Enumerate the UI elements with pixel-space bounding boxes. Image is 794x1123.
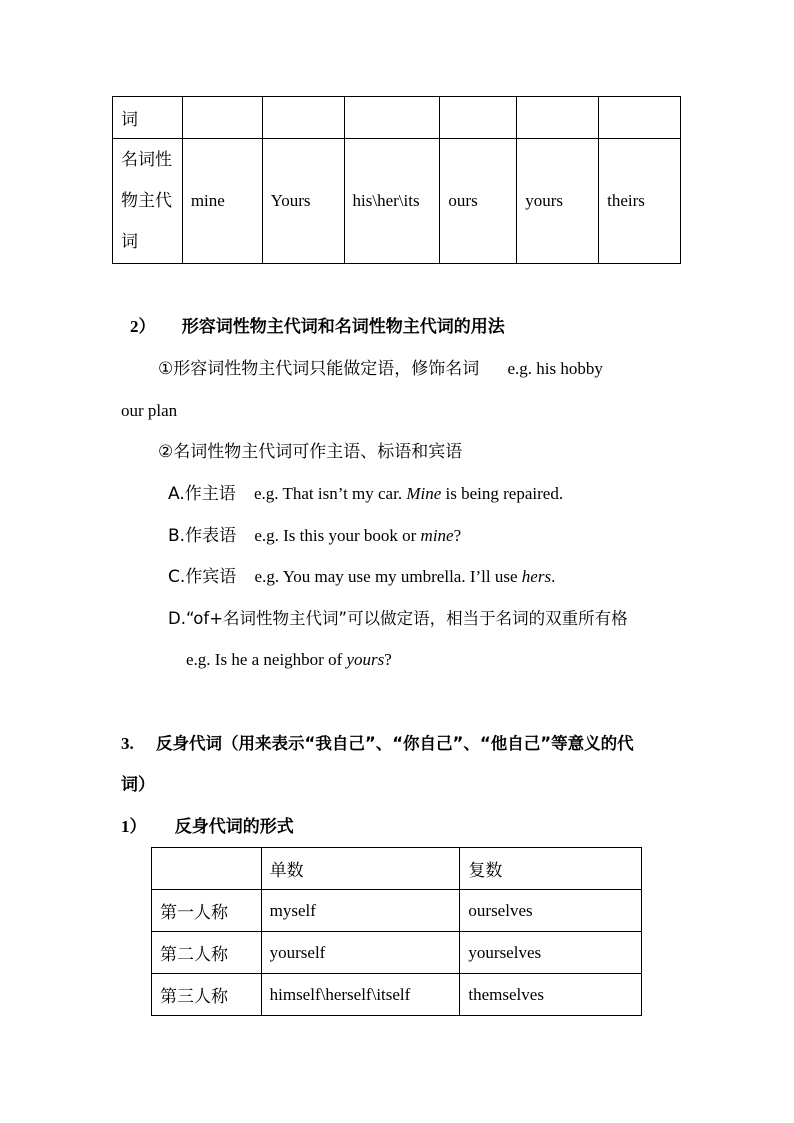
paragraph-2: ②名词性物主代词可作主语、标语和宾语 (158, 442, 463, 462)
section-2-number: 2） (130, 317, 156, 336)
example-emphasis: yours (346, 650, 385, 669)
table-cell: ours (440, 139, 517, 264)
paragraph-1-text: ①形容词性物主代词只能做定语，修饰名词 (158, 359, 480, 379)
subsection-1-number: 1） (121, 817, 147, 836)
paragraph-1 (158, 358, 603, 380)
person-cell: 第二人称 (152, 932, 262, 974)
usage-c (168, 566, 555, 588)
table-header-row (152, 848, 642, 890)
header-cell: 复数 (460, 848, 642, 890)
plural-cell: yourselves (460, 932, 642, 974)
example-text: e.g. That isn’t my car. (253, 484, 407, 503)
section-2-title: 形容词性物主代词和名词性物主代词的用法 (181, 317, 505, 337)
singular-cell: himself\herself\itself (261, 974, 460, 1016)
usage-b (168, 525, 461, 547)
table-cell (440, 97, 517, 139)
paragraph-1-example: e.g. his hobby (507, 359, 603, 378)
example-emphasis: Mine (406, 484, 442, 503)
table-cell (517, 97, 599, 139)
row-label-line: 词 (121, 231, 138, 252)
table-row (152, 890, 642, 932)
person-cell: 第一人称 (152, 890, 262, 932)
row-label-cell (113, 139, 183, 264)
table-row (113, 97, 681, 139)
example-text: is being repaired. (441, 484, 564, 503)
paragraph-1-continued: our plan (121, 401, 178, 420)
subsection-1-heading (121, 816, 294, 838)
possessive-pronoun-table (112, 96, 681, 264)
example-text: e.g. Is this your book or (254, 526, 421, 545)
example-text: e.g. Is he a neighbor of (186, 650, 347, 669)
section-2-heading (130, 316, 505, 338)
singular-cell: yourself (261, 932, 460, 974)
example-text: . (551, 567, 556, 586)
table-cell: theirs (599, 139, 681, 264)
usage-b-example (254, 526, 461, 545)
table-cell: 词 (113, 97, 183, 139)
plural-cell: ourselves (460, 890, 642, 932)
usage-a-label: A.作主语 (168, 484, 236, 504)
reflexive-pronoun-table (151, 847, 642, 1016)
usage-b-label: B.作表语 (168, 526, 237, 546)
example-emphasis: mine (420, 526, 454, 545)
section-3-number: 3. (121, 734, 134, 753)
table-row (152, 974, 642, 1016)
singular-cell: myself (261, 890, 460, 932)
table-cell: Yours (262, 139, 344, 264)
table-cell: mine (182, 139, 262, 264)
example-text: e.g. You may use my umbrella. I’ll use (254, 567, 522, 586)
table-cell (262, 97, 344, 139)
usage-a (168, 483, 563, 505)
table-cell (182, 97, 262, 139)
example-text: ? (384, 650, 392, 669)
table-cell: his\her\its (344, 139, 440, 264)
person-cell: 第三人称 (152, 974, 262, 1016)
usage-d-example (186, 649, 392, 671)
usage-d: D.“of+名词性物主代词”可以做定语，相当于名词的双重所有格 (168, 609, 628, 628)
section-3-title: 反身代词（用来表示“我自己”、“你自己”、“他自己”等意义的代 (156, 734, 634, 753)
usage-a-example (254, 484, 563, 503)
subsection-1-title: 反身代词的形式 (174, 817, 294, 837)
table-cell (599, 97, 681, 139)
table-row (152, 932, 642, 974)
table-cell: yours (517, 139, 599, 264)
table-cell (344, 97, 440, 139)
row-label-line: 名词性 (121, 149, 172, 170)
header-cell: 单数 (261, 848, 460, 890)
usage-c-label: C.作宾语 (168, 567, 237, 587)
example-text: ? (453, 526, 462, 545)
header-cell (152, 848, 262, 890)
table-row (113, 139, 681, 264)
usage-c-example (255, 567, 556, 586)
section-3-heading (121, 733, 634, 755)
plural-cell: themselves (460, 974, 642, 1016)
section-3-title-continued: 词） (121, 775, 155, 795)
row-label-line: 物主代 (121, 190, 172, 211)
example-emphasis: hers (521, 567, 552, 586)
